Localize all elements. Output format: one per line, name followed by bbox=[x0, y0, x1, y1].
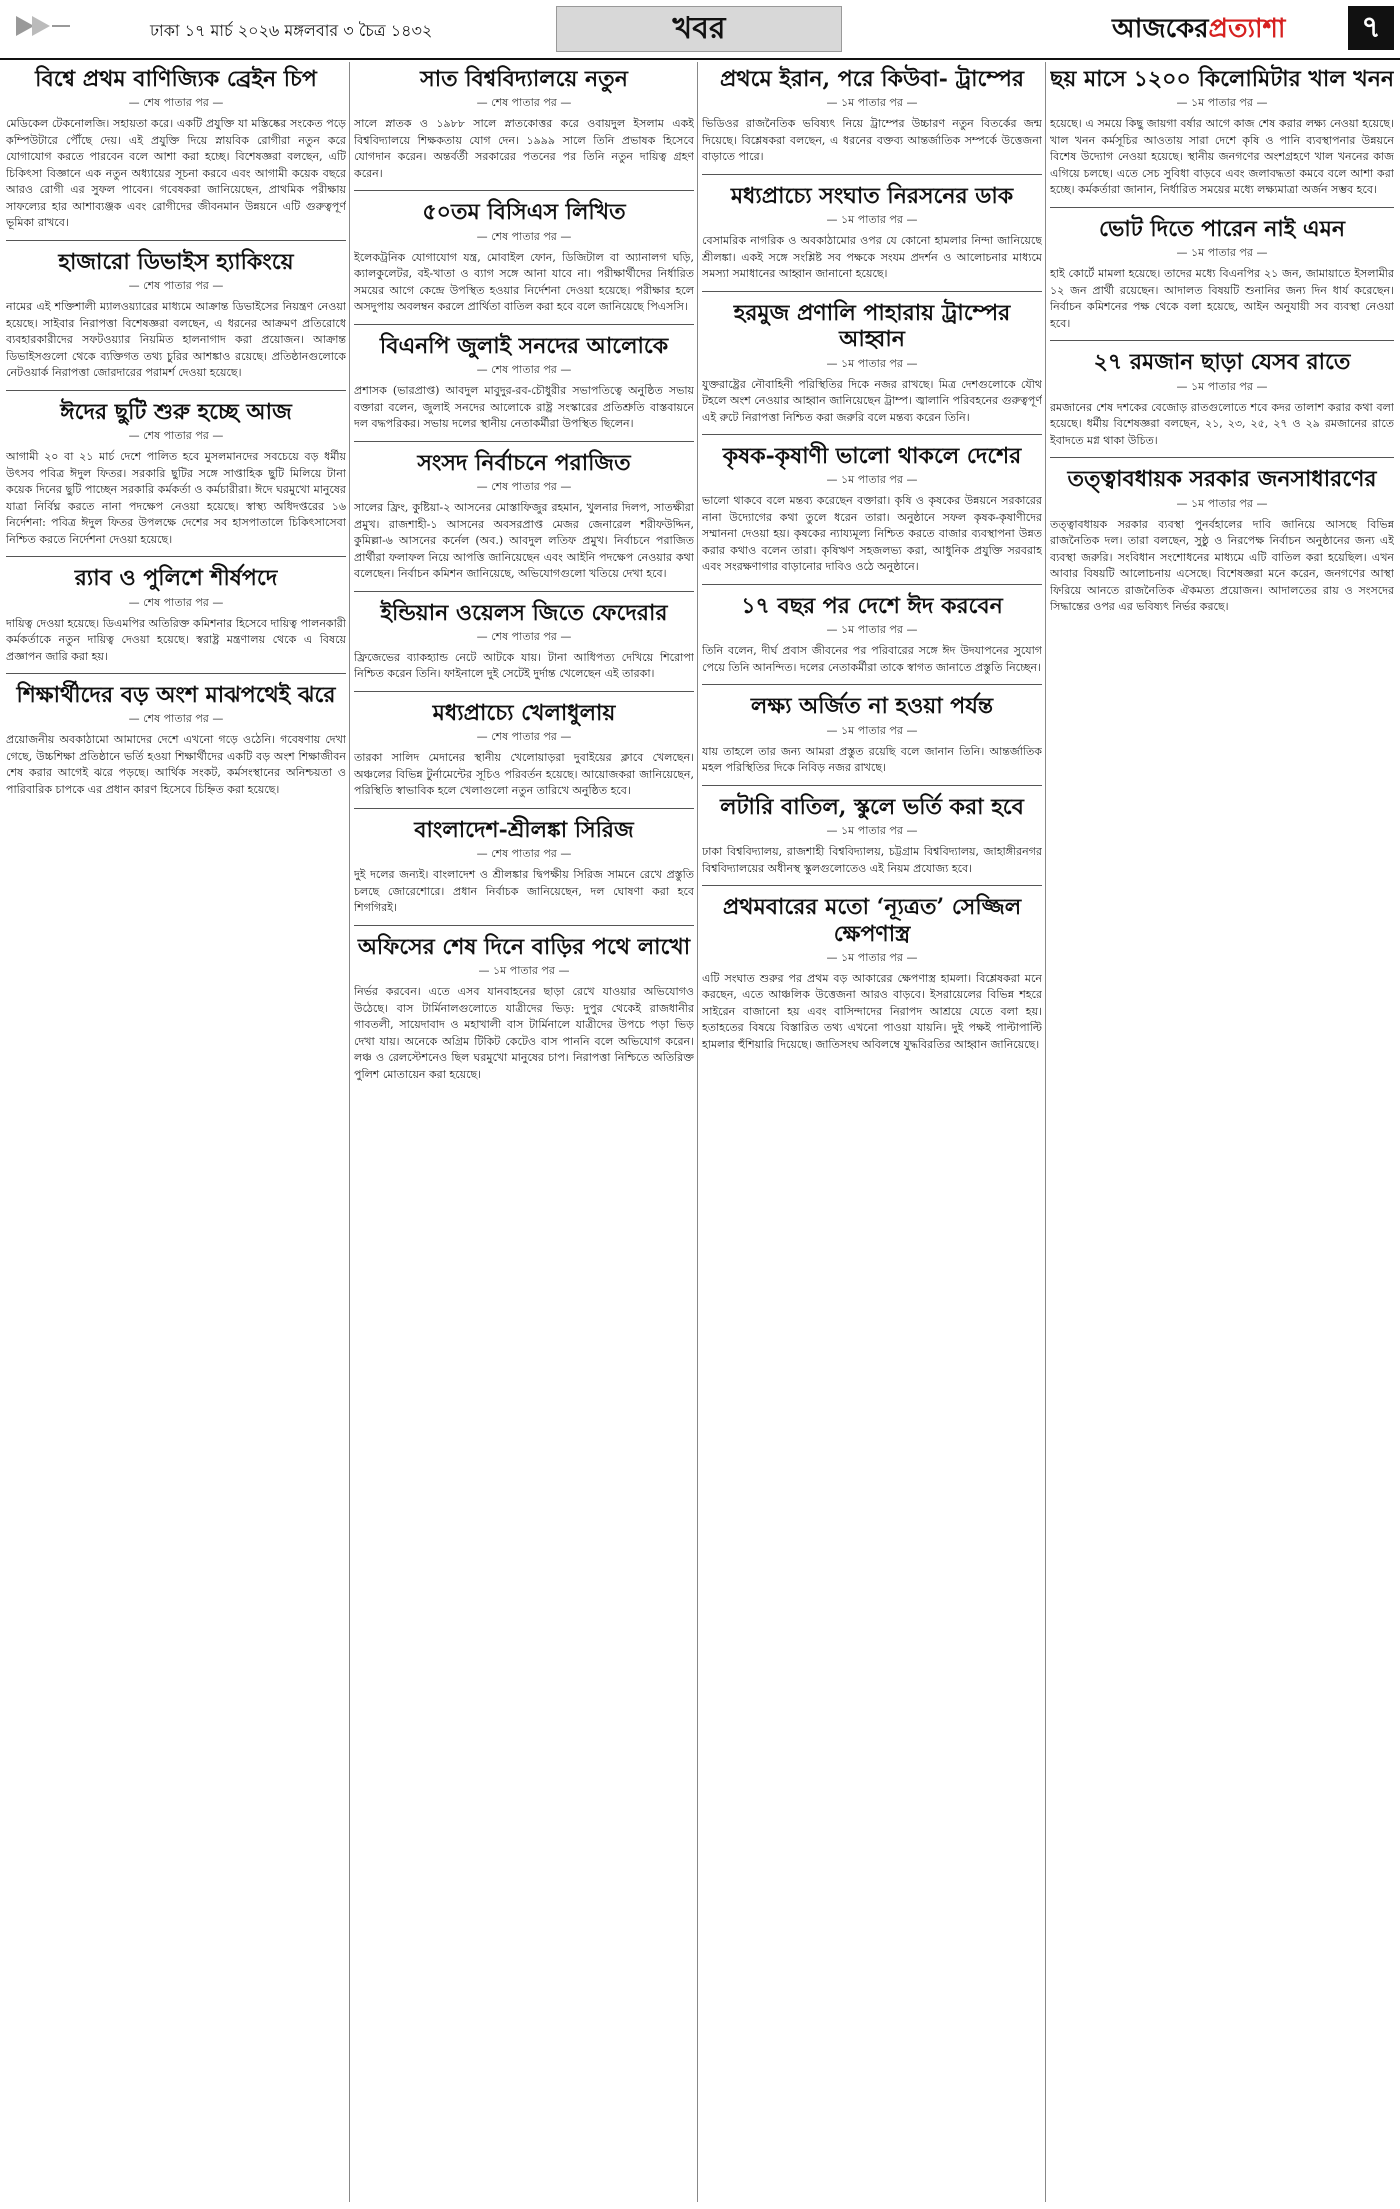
story-headline[interactable]: সংসদ নির্বাচনে পরাজিত bbox=[417, 449, 631, 476]
story-headline[interactable]: লটারি বাতিল, স্কুলে ভর্তি করা হবে bbox=[720, 793, 1024, 820]
section-title: খবর bbox=[556, 6, 842, 52]
story-body: দুই দলের জন্যই। বাংলাদেশ ও শ্রীলঙ্কার দ্বিপক্ষীয় সিরিজ সামনে রেখে প্রস্তুতি চলছে জোরেশোরে। প্রধান নির্বাচক জানিয়েছেন, দল ঘোষণা করা হবে শিগগিরই। bbox=[354, 868, 694, 915]
news-story bbox=[354, 691, 694, 800]
logo-right-text: প্রত্যাশা bbox=[1208, 14, 1286, 44]
continued-from-label: — শেষ পাতার পর — bbox=[354, 94, 694, 113]
double-arrow-icon bbox=[12, 14, 72, 38]
news-story bbox=[702, 434, 1042, 576]
continued-from-label: — ১ম পাতার পর — bbox=[702, 621, 1042, 640]
story-headline[interactable]: র‌্যাব ও পুলিশে শীর্ষপদে bbox=[74, 565, 278, 592]
news-story bbox=[1050, 457, 1394, 615]
continued-from-label: — ১ম পাতার পর — bbox=[702, 722, 1042, 741]
news-story bbox=[702, 785, 1042, 877]
continued-from-label: — শেষ পাতার পর — bbox=[354, 478, 694, 497]
story-headline[interactable]: ইন্ডিয়ান ওয়েলস জিতে ফেদেরার bbox=[380, 599, 668, 626]
page-number: ৭ bbox=[1348, 6, 1394, 50]
continued-from-label: — ১ম পাতার পর — bbox=[702, 94, 1042, 113]
story-headline[interactable]: ২৭ রমজান ছাড়া যেসব রাতে bbox=[1093, 349, 1351, 376]
story-body: ফ্রিজেভের ব্যাকহ্যান্ড নেটে আটকে যায়। টানা আধিপত্য দেখিয়ে শিরোপা নিশ্চিত করেন তিনি। ফাইনালে দুই সেটেই দুর্দান্ত খেলেছেন এই তারকা। bbox=[354, 650, 694, 681]
story-body: তারকা সালিদ মেদানের স্থানীয় খেলোয়াড়রা দুবাইয়ের ক্লাবে খেলছেন। অঞ্চলের বিভিন্ন টুর্নামেন্টের সূচিও পরিবর্তন হয়েছে। আয়োজকরা জানিয়েছেন, পরিস্থিতি স্বাভাবিক হলে খেলাগুলো নতুন তারিখে অনুষ্ঠিত হবে। bbox=[354, 751, 694, 798]
story-headline[interactable]: হাজারো ডিভাইস হ্যাকিংয়ে bbox=[58, 248, 294, 275]
story-body: সালে স্নাতক ও ১৯৮৮ সালে স্নাতকোত্তর করে ওবায়দুল ইসলাম একই বিশ্ববিদ্যালয়ে শিক্ষকতায় যোগ দেন। ১৯৯৯ সালে তিনি প্রভাষক হিসেবে যোগদান করেন। অন্তর্বর্তী সরকারের পতনের পর তিনি নতুন দায়িত্ব গ্রহণ করেন। bbox=[354, 117, 694, 180]
story-body: দায়িত্ব দেওয়া হয়েছে। ডিএমপির অতিরিক্ত কমিশনার হিসেবে দায়িত্ব পালনকারী কর্মকর্তাকে নতুন দায়িত্ব দেওয়া হয়েছে। স্বরাষ্ট্র মন্ত্রণালয় থেকে এ বিষয়ে প্রজ্ঞাপন জারি করা হয়। bbox=[6, 616, 346, 663]
column-4 bbox=[1050, 62, 1394, 624]
story-body: তিনি বলেন, দীর্ঘ প্রবাস জীবনের পর পরিবারের সঙ্গে ঈদ উদযাপনের সুযোগ পেয়ে তিনি আনন্দিত। দলের নেতাকর্মীরা তাকে স্বাগত জানাতে প্রস্তুতি নিচ্ছেন। bbox=[702, 644, 1042, 674]
story-headline[interactable]: প্রথমে ইরান, পরে কিউবা- ট্রাম্পের bbox=[720, 66, 1024, 92]
story-body: সালের ফ্রিং, কুষ্টিয়া-২ আসনের মোস্তাফিজুর রহমান, খুলনার দিলপ, সাতক্ষীরা প্রমুখ। রাজশাহী-১ আসনের অবসরপ্রাপ্ত মেজর জেনারেল শরীফউদ্দিন, কুমিল্লা-৬ আসনের কর্নেল (অব.) আবদুল লতিফ প্রমুখ। নির্বাচনে পরাজিত প্রার্থীরা ফলাফল নিয়ে আপত্তি জানিয়েছেন এবং আইনি পদক্ষেপ নেওয়ার কথা বলেছেন। নির্বাচন কমিশন জানিয়েছে, অভিযোগগুলো খতিয়ে দেখা হবে। bbox=[354, 501, 694, 581]
story-body: রমজানের শেষ দশকের বেজোড় রাতগুলোতে শবে কদর তালাশ করার কথা বলা হয়েছে। ধর্মীয় বিশেষজ্ঞরা বলছেন, ২১, ২৩, ২৫, ২৭ ও ২৯ রমজানের রাতে ইবাদতে মগ্ন থাকা উচিত। bbox=[1050, 400, 1394, 447]
column-3 bbox=[702, 62, 1042, 1061]
story-body: তত্ত্বাবধায়ক সরকার ব্যবস্থা পুনর্বহালের দাবি জানিয়ে আসছে বিভিন্ন রাজনৈতিক দল। তারা বলছেন, সুষ্ঠু ও নিরপেক্ষ নির্বাচন অনুষ্ঠানের জন্য এই ব্যবস্থা জরুরি। সংবিধান সংশোধনের মাধ্যমে এটি বাতিল করা হয়েছিল। এখন আবার বিষয়টি আলোচনায় এসেছে। বিশেষজ্ঞরা মনে করেন, জনগণের আস্থা ফিরিয়ে আনতে রাজনৈতিক ঐকমত্য প্রয়োজন। আদালতের রায় ও সংসদের সিদ্ধান্তের ওপর এর ভবিষ্যৎ নির্ভর করছে। bbox=[1050, 517, 1394, 614]
story-headline[interactable]: বাংলাদেশ-শ্রীলঙ্কা সিরিজ bbox=[414, 816, 634, 843]
continued-from-label: — ১ম পাতার পর — bbox=[1050, 495, 1394, 514]
continued-from-label: — ১ম পাতার পর — bbox=[702, 211, 1042, 230]
story-headline[interactable]: ৫০তম বিসিএস লিখিত bbox=[422, 199, 626, 226]
column-divider bbox=[697, 62, 698, 2202]
continued-from-label: — ১ম পাতার পর — bbox=[1050, 94, 1394, 113]
news-story bbox=[702, 291, 1042, 426]
news-story bbox=[1050, 340, 1394, 449]
story-headline[interactable]: হরমুজ প্রণালি পাহারায় ট্রাম্পের আহ্বান bbox=[733, 299, 1011, 353]
news-story bbox=[6, 66, 346, 232]
story-headline[interactable]: অফিসের শেষ দিনে বাড়ির পথে লাখো bbox=[357, 933, 691, 960]
story-body: ঢাকা বিশ্ববিদ্যালয়, রাজশাহী বিশ্ববিদ্যালয়, চট্টগ্রাম বিশ্ববিদ্যালয়, জাহাঙ্গীরনগর বিশ্ববিদ্যালয়ের অধীনস্থ স্কুলগুলোতেও এই নিয়ম প্রযোজ্য হবে। bbox=[702, 845, 1042, 875]
story-body: হয়েছে। এ সময়ে কিছু জায়গা বর্ষার আগে কাজ শেষ করার লক্ষ্য নেওয়া হয়েছে। খাল খনন কর্মসূচির আওতায় সারা দেশে কৃষি ও পানি ব্যবস্থাপনার উন্নয়নে বিশেষ উদ্যোগ নেওয়া হয়েছে। স্থানীয় জনগণের অংশগ্রহণে খাল খননের কাজ এগিয়ে চলছে। এতে সেচ সুবিধা বাড়বে এবং জলাবদ্ধতা কমবে বলে আশা করা হচ্ছে। কর্মকর্তারা জানান, নির্ধারিত সময়ের মধ্যে লক্ষ্যমাত্রা অর্জন সম্ভব হবে। bbox=[1050, 117, 1394, 197]
newspaper-logo bbox=[1112, 8, 1285, 52]
issue-date: ঢাকা ১৭ মার্চ ২০২৬ মঙ্গলবার ৩ চৈত্র ১৪৩২ bbox=[150, 21, 433, 40]
story-body: যুক্তরাষ্ট্রের নৌবাহিনী পরিস্থিতির দিকে নজর রাখছে। মিত্র দেশগুলোকে যৌথ টহলে অংশ নেওয়ার আহ্বান জানিয়েছেন ট্রাম্প। জ্বালানি পরিবহনের গুরুত্বপূর্ণ এই রুটে নিরাপত্তা নিশ্চিত করা জরুরি বলে মন্তব্য করেন তিনি। bbox=[702, 377, 1042, 424]
continued-from-label: — ১ম পাতার পর — bbox=[1050, 244, 1394, 263]
news-story bbox=[354, 441, 694, 583]
story-headline[interactable]: ১৭ বছর পর দেশে ঈদ করবেন bbox=[741, 592, 1003, 619]
continued-from-label: — শেষ পাতার পর — bbox=[6, 94, 346, 113]
story-headline[interactable]: প্রথমবারের মতো ‘ন্যূত্রত’ সেজ্জিল ক্ষেপণাস্ত্র bbox=[722, 894, 1022, 947]
continued-from-label: — শেষ পাতার পর — bbox=[6, 710, 346, 729]
continued-from-label: — ১ম পাতার পর — bbox=[702, 822, 1042, 841]
story-headline[interactable]: সাত বিশ্ববিদ্যালয়ে নতুন bbox=[420, 66, 628, 92]
news-story bbox=[354, 808, 694, 917]
column-1 bbox=[6, 62, 346, 806]
story-body: এটি সংঘাত শুরুর পর প্রথম বড় আকারের ক্ষেপণাস্ত্র হামলা। বিশ্লেষকরা মনে করছেন, এতে আঞ্চলিক উত্তেজনা আরও বাড়বে। ইসরায়েলের বিভিন্ন শহরে সাইরেন বাজানো হয় এবং বাসিন্দাদের নিরাপদ আশ্রয়ে যেতে বলা হয়। হতাহতের বিষয়ে বিস্তারিত তথ্য এখনো পাওয়া যায়নি। দুই পক্ষই পাল্টাপাল্টি হামলার হুঁশিয়ারি দিয়েছে। জাতিসংঘ অবিলম্বে যুদ্ধবিরতির আহ্বান জানিয়েছে। bbox=[702, 971, 1042, 1051]
masthead bbox=[0, 0, 1400, 60]
story-body: আগামী ২০ বা ২১ মার্চ দেশে পালিত হবে মুসলমানদের সবচেয়ে বড় ধর্মীয় উৎসব পবিত্র ঈদুল ফিতর। সরকারি ছুটির সঙ্গে সাপ্তাহিক ছুটি মিলিয়ে টানা কয়েক দিনের ছুটি পাচ্ছেন সরকারি কর্মকর্তা ও কর্মচারীরা। ঈদে ঘরমুখো মানুষের যাত্রা নির্বিঘ্ন করতে নানা পদক্ষেপ নেওয়া হয়েছে। স্বাস্থ্য অধিদপ্তরের ১৬ নির্দেশনা: পবিত্র ঈদুল ফিতর উপলক্ষে দেশের সব হাসপাতালে চিকিৎসাসেবা নিশ্চিত করতে নির্দেশনা দেওয়া হয়েছে। bbox=[6, 450, 346, 546]
story-headline[interactable]: ছয় মাসে ১২০০ কিলোমিটার খাল খনন bbox=[1050, 66, 1394, 92]
continued-from-label: — ১ম পাতার পর — bbox=[354, 962, 694, 981]
news-story bbox=[6, 390, 346, 548]
story-body: ভালো থাকবে বলে মন্তব্য করেছেন বক্তারা। কৃষি ও কৃষকের উন্নয়নে সরকারের নানা উদ্যোগের কথা তুলে ধরেন তারা। অনুষ্ঠানে সফল কৃষক-কৃষাণীদের সম্মাননা দেওয়া হয়। কৃষকের ন্যায্যমূল্য নিশ্চিত করতে বাজার ব্যবস্থাপনা উন্নত করার কথাও বলেন তারা। কৃষিঋণ সহজলভ্য করা, আধুনিক প্রযুক্তি সরবরাহ এবং সংরক্ষণাগার বাড়ানোর দাবিও ওঠে অনুষ্ঠানে। bbox=[702, 494, 1042, 574]
continued-from-label: — ১ম পাতার পর — bbox=[702, 471, 1042, 490]
news-story bbox=[354, 190, 694, 315]
news-story bbox=[702, 66, 1042, 166]
story-headline[interactable]: মধ্যপ্রাচ্যে সংঘাত নিরসনের ডাক bbox=[730, 182, 1014, 209]
news-story bbox=[354, 925, 694, 1083]
story-body: নামের এই শক্তিশালী ম্যালওয়্যারের মাধ্যমে আক্রান্ত ডিভাইসের নিয়ন্ত্রণ নেওয়া হয়েছে। সাইবার নিরাপত্তা বিশেষজ্ঞরা বলছেন, এ ধরনের আক্রমণ প্রতিরোধে ব্যবহারকারীদের সফটওয়্যার নিয়মিত হালনাগাদ করা প্রয়োজন। আক্রান্ত ডিভাইসগুলো থেকে ব্যক্তিগত তথ্য চুরির আশঙ্কাও রয়েছে। প্রতিষ্ঠানগুলোকে নেটওয়ার্ক নিরাপত্তা জোরদারের পরামর্শ দেওয়া হয়েছে। bbox=[6, 300, 346, 380]
news-story bbox=[6, 240, 346, 382]
logo-left-text: আজকের bbox=[1112, 14, 1209, 44]
continued-from-label: — ১ম পাতার পর — bbox=[702, 949, 1042, 968]
news-story bbox=[354, 66, 694, 182]
story-headline[interactable]: শিক্ষার্থীদের বড় অংশ মাঝপথেই ঝরে bbox=[16, 682, 336, 709]
story-headline[interactable]: ঈদের ছুটি শুরু হচ্ছে আজ bbox=[60, 398, 292, 425]
news-story bbox=[6, 556, 346, 665]
story-body: নির্ভর করবেন। এতে এসব যানবাহনের ছাড়া রেখে যাওয়ার অভিযোগও উঠেছে। বাস টার্মিনালগুলোতে যাত্রীদের ভিড়: দুপুর থেকেই রাজধানীর গাবতলী, সায়েদাবাদ ও মহাখালী বাস টার্মিনালে যাত্রীদের উপচে পড়া ভিড় দেখা যায়। অনেকে অগ্রিম টিকিট কেটেও বাস পাননি বলে অভিযোগ করেন। লঞ্চ ও রেলস্টেশনেও ছিল ঘরমুখো মানুষের চাপ। নিরাপত্তা নিশ্চিতে অতিরিক্ত পুলিশ মোতায়েন করা হয়েছে। bbox=[354, 985, 694, 1081]
story-body: প্রয়োজনীয় অবকাঠামো আমাদের দেশে এখনো গড়ে ওঠেনি। গবেষণায় দেখা গেছে, উচ্চশিক্ষা প্রতিষ্ঠানে ভর্তি হওয়া শিক্ষার্থীদের একটি বড় অংশ শিক্ষাজীবন শেষ করার আগেই ঝরে পড়ছে। আর্থিক সংকট, কর্মসংস্থানের অনিশ্চয়তা ও পারিবারিক চাপকে এর প্রধান কারণ হিসেবে চিহ্নিত করা হয়েছে। bbox=[6, 733, 346, 796]
column-2 bbox=[354, 62, 694, 1091]
continued-from-label: — শেষ পাতার পর — bbox=[6, 277, 346, 296]
news-story bbox=[702, 584, 1042, 676]
continued-from-label: — ১ম পাতার পর — bbox=[1050, 378, 1394, 397]
news-story bbox=[354, 591, 694, 683]
column-divider bbox=[1045, 62, 1046, 2202]
continued-from-label: — শেষ পাতার পর — bbox=[354, 845, 694, 864]
continued-from-label: — ১ম পাতার পর — bbox=[702, 355, 1042, 374]
news-story bbox=[6, 673, 346, 798]
story-body: বেসামরিক নাগরিক ও অবকাঠামোর ওপর যে কোনো হামলার নিন্দা জানিয়েছে শ্রীলঙ্কা। একই সঙ্গে সংশ্লিষ্ট সব পক্ষকে সংযম প্রদর্শন ও আলোচনার মাধ্যমে সমস্যা সমাধানের আহ্বান জানানো হয়েছে। bbox=[702, 234, 1042, 281]
story-body: মেডিকেল টেকনোলজি। সহায়তা করে। একটি প্রযুক্তি যা মস্তিষ্কের সংকেত পড়ে কম্পিউটারে পৌঁছে দেয়। এই প্রযুক্তি দিয়ে স্নায়বিক রোগীরা নতুন করে যোগাযোগ করতে পারবেন বলে আশা করা হচ্ছে। বিশেষজ্ঞরা বলছেন, এটি চিকিৎসা বিজ্ঞানে এক নতুন অধ্যায়ের সূচনা করবে এবং আগামী কয়েক বছরে আরও রোগী এর সুফল পাবেন। গবেষকরা জানিয়েছেন, প্রাথমিক পরীক্ষায় সাফল্যের হার আশাব্যঞ্জক এবং রোগীদের জীবনমান উন্নয়নে এটি গুরুত্বপূর্ণ ভূমিকা রাখবে। bbox=[6, 117, 346, 230]
news-story bbox=[702, 684, 1042, 776]
continued-from-label: — শেষ পাতার পর — bbox=[354, 728, 694, 747]
story-headline[interactable]: মধ্যপ্রাচ্যে খেলাধুলায় bbox=[432, 699, 616, 726]
story-headline[interactable]: কৃষক-কৃষাণী ভালো থাকলে দেশের bbox=[722, 443, 1022, 470]
story-body: ভিডিওর রাজনৈতিক ভবিষ্যৎ নিয়ে ট্রাম্পের উচ্চারণ নতুন বিতর্কের জন্ম দিয়েছে। বিশ্লেষকরা বলছেন, এ ধরনের বক্তব্য আন্তর্জাতিক সম্পর্কে উত্তেজনা বাড়াতে পারে। bbox=[702, 117, 1042, 164]
story-headline[interactable]: ভোট দিতে পারেন নাই এমন bbox=[1099, 215, 1345, 242]
continued-from-label: — শেষ পাতার পর — bbox=[354, 228, 694, 247]
continued-from-label: — শেষ পাতার পর — bbox=[6, 427, 346, 446]
news-story bbox=[702, 885, 1042, 1053]
story-headline[interactable]: লক্ষ্য অর্জিত না হওয়া পর্যন্ত bbox=[750, 693, 994, 720]
continued-from-label: — শেষ পাতার পর — bbox=[6, 594, 346, 613]
story-body: যায় তাহলে তার জন্য আমরা প্রস্তুত রয়েছি বলে জানান তিনি। আন্তর্জাতিক মহল পরিস্থিতির দিকে নিবিড় নজর রাখছে। bbox=[702, 744, 1042, 775]
news-story bbox=[702, 174, 1042, 283]
column-divider bbox=[349, 62, 350, 2202]
story-body: প্রশাসক (ভারপ্রাপ্ত) আবদুল মাবুদুর-রব-চৌধুরীর সভাপতিত্বে অনুষ্ঠিত সভায় বক্তারা বলেন, জুলাই সনদের আলোকে রাষ্ট্র সংস্কারের প্রতিশ্রুতি বাস্তবায়নে দল বদ্ধপরিকর। সভায় দলের স্থানীয় নেতাকর্মীরা উপস্থিত ছিলেন। bbox=[354, 384, 694, 431]
news-story bbox=[1050, 207, 1394, 332]
continued-from-label: — শেষ পাতার পর — bbox=[354, 628, 694, 647]
news-story bbox=[354, 324, 694, 433]
continued-from-label: — শেষ পাতার পর — bbox=[354, 361, 694, 380]
story-headline[interactable]: বিশ্বে প্রথম বাণিজ্যিক ব্রেইন চিপ bbox=[35, 66, 317, 92]
story-body: হাই কোর্টে মামলা হয়েছে। তাদের মধ্যে বিএনপির ২১ জন, জামায়াতে ইসলামীর ১২ জন প্রার্থী রয়েছেন। আদালত বিষয়টি শুনানির জন্য দিন ধার্য করেছেন। নির্বাচন কমিশনের পক্ষ থেকে বলা হয়েছে, আইন অনুযায়ী সব ব্যবস্থা নেওয়া হবে। bbox=[1050, 267, 1394, 330]
news-story bbox=[1050, 66, 1394, 199]
story-headline[interactable]: তত্ত্বাবধায়ক সরকার জনসাধারণের bbox=[1067, 466, 1377, 493]
story-body: ইলেকট্রনিক যোগাযোগ যন্ত্র, মোবাইল ফোন, ডিজিটাল বা অ্যানালগ ঘড়ি, ক্যালকুলেটর, বই-খাতা ও ব্যাগ সঙ্গে আনা যাবে না। পরীক্ষার্থীদের নির্ধারিত সময়ের আগে কেন্দ্রে উপস্থিত হওয়ার নির্দেশনা দেওয়া হয়েছে। পরীক্ষার হলে অসদুপায় অবলম্বন করলে প্রার্থিতা বাতিল করা হবে বলে জানিয়েছে পিএসসি। bbox=[354, 250, 694, 314]
story-headline[interactable]: বিএনপি জুলাই সনদের আলোকে bbox=[379, 332, 669, 359]
